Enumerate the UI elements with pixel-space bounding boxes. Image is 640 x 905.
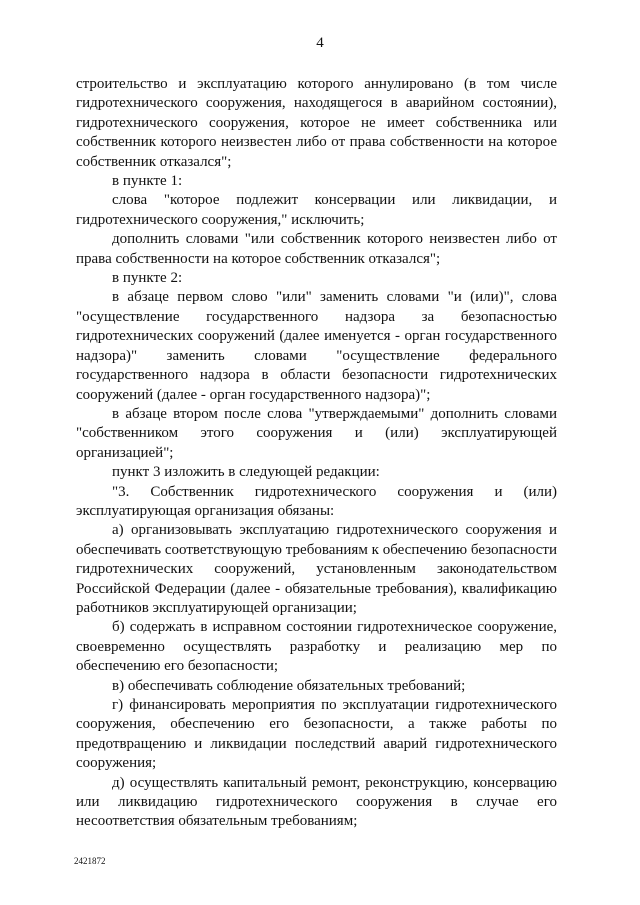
paragraph: в) обеспечивать соблюдение обязательных требований;	[112, 677, 466, 694]
paragraph: строительство и эксплуатацию которого аннулировано (в том числе гидротехнического сооружения, находящегося в аварийном состоянии), гидротехнического сооружения, которое не имеет собственника или собственник которого неизвестен либо от права собственности на которое собственник отказался";	[76, 76, 557, 170]
paragraph: дополнить словами "или собственник которого неизвестен либо от права собственности на которое собственник отказался";	[76, 231, 557, 267]
paragraph: в абзаце втором после слова "утверждаемыми" дополнить словами "собственником этого сооружения и (или) эксплуатирующей организацией";	[76, 405, 557, 461]
document-body	[76, 75, 557, 832]
paragraph: а) организовывать эксплуатацию гидротехнического сооружения и обеспечивать соответствующую требованиям к обеспечению безопасности гидротехнических сооружений, установленным законодательством Российской Федерации (далее - обязательные требования), квалификацию работников эксплуатирующей организации;	[76, 522, 557, 616]
page-number: 4	[316, 35, 324, 51]
paragraph: в пункте 1:	[112, 173, 183, 190]
document-code: 2421872	[74, 856, 106, 866]
paragraph: г) финансировать мероприятия по эксплуатации гидротехнического сооружения, обеспечению его безопасности, а также работы по предотвращению и ликвидации последствий аварий гидротехнического сооружения;	[76, 697, 557, 772]
paragraph: б) содержать в исправном состоянии гидротехническое сооружение, своевременно осуществлять разработку и реализацию мер по обеспечению его безопасности;	[76, 619, 557, 675]
paragraph: в пункте 2:	[112, 270, 183, 287]
paragraph: слова "которое подлежит консервации или ликвидации, и гидротехнического сооружения," исключить;	[76, 192, 557, 228]
paragraph: в абзаце первом слово "или" заменить словами "и (или)", слова "осуществление государственного надзора за безопасностью гидротехнических сооружений (далее именуется - орган государственного надзора)" заменить словами "осуществление федерального государственного надзора в области безопасности гидротехнических сооружений (далее - орган государственного надзора)";	[76, 289, 557, 403]
paragraph: пункт 3 изложить в следующей редакции:	[112, 464, 380, 481]
paragraph: "3. Собственник гидротехнического сооружения и (или) эксплуатирующая организация обязаны:	[76, 483, 557, 519]
paragraph: д) осуществлять капитальный ремонт, реконструкцию, консервацию или ликвидацию гидротехнического сооружения в случае его несоответствия обязательным требованиям;	[76, 774, 557, 830]
